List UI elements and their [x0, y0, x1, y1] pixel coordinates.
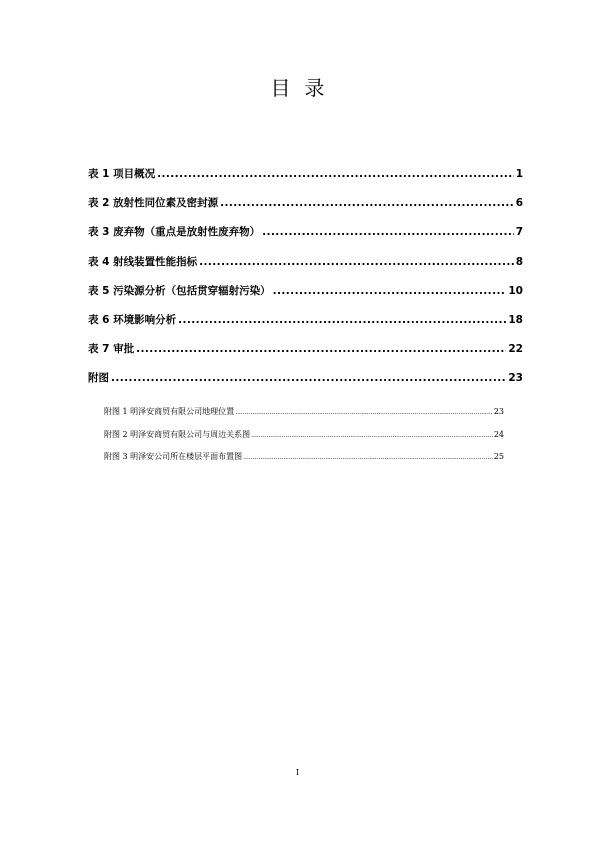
toc-entry-label: 表 1 项目概况 [88, 168, 156, 180]
toc-entry[interactable] [88, 312, 523, 341]
figure-entry-label: 附图 1 明泽安商贸有限公司地理位置 [104, 407, 235, 416]
toc-entry[interactable] [88, 254, 523, 283]
toc-entry-page: 23 [508, 372, 523, 385]
toc-entry-label: 表 6 环境影响分析 [88, 313, 177, 326]
page-number: I [295, 768, 300, 777]
figure-entry-page: 23 [493, 407, 504, 416]
toc-entry[interactable] [88, 283, 523, 312]
toc-entry-label: 表 7 审批 [88, 343, 135, 356]
figure-list [104, 406, 504, 474]
toc-entry-page: 7 [515, 226, 523, 239]
toc-entry-label: 附图 [88, 372, 109, 385]
toc-entry-label: 表 3 废弃物（重点是放射性废弃物） [88, 226, 261, 239]
page-title: 目录 [270, 76, 339, 100]
toc-leader-dots [273, 285, 507, 297]
toc-entry-page: 18 [508, 313, 523, 326]
toc-leader-dots [111, 372, 506, 384]
toc-leader-dots [136, 343, 506, 355]
figure-entry[interactable] [104, 406, 504, 429]
figure-entry-page: 25 [493, 452, 504, 461]
toc-entry[interactable] [88, 224, 523, 253]
figure-entry[interactable] [104, 451, 504, 474]
toc-entry-page: 8 [515, 255, 523, 268]
toc-leader-dots [178, 314, 506, 326]
toc-entry-page: 1 [515, 168, 523, 180]
figure-entry[interactable] [104, 429, 504, 452]
toc-entry-label: 表 2 放射性同位素及密封源 [88, 197, 219, 210]
figure-leader-dots [251, 432, 493, 439]
toc-leader-dots [262, 226, 514, 238]
figure-entry-label: 附图 3 明泽安公司所在楼层平面布置图 [104, 452, 243, 461]
toc-entry-label: 表 5 污染源分析（包括贯穿辐射污染） [88, 284, 271, 297]
toc-leader-dots [157, 168, 514, 180]
toc-entry-page: 22 [508, 343, 523, 356]
toc-leader-dots [220, 197, 514, 209]
toc-entry[interactable] [88, 370, 523, 399]
toc-entry-label: 表 4 射线装置性能指标 [88, 255, 198, 268]
table-of-contents [88, 166, 523, 400]
toc-entry-page: 10 [508, 284, 523, 297]
figure-entry-label: 附图 2 明泽安商贸有限公司与周边关系图 [104, 429, 251, 439]
toc-entry[interactable] [88, 195, 523, 224]
figure-entry-page: 24 [493, 429, 504, 439]
figure-leader-dots [243, 454, 493, 461]
figure-leader-dots [235, 409, 493, 416]
toc-entry[interactable] [88, 341, 523, 370]
toc-entry[interactable] [88, 166, 523, 195]
toc-leader-dots [199, 256, 514, 268]
toc-entry-page: 6 [515, 197, 523, 210]
